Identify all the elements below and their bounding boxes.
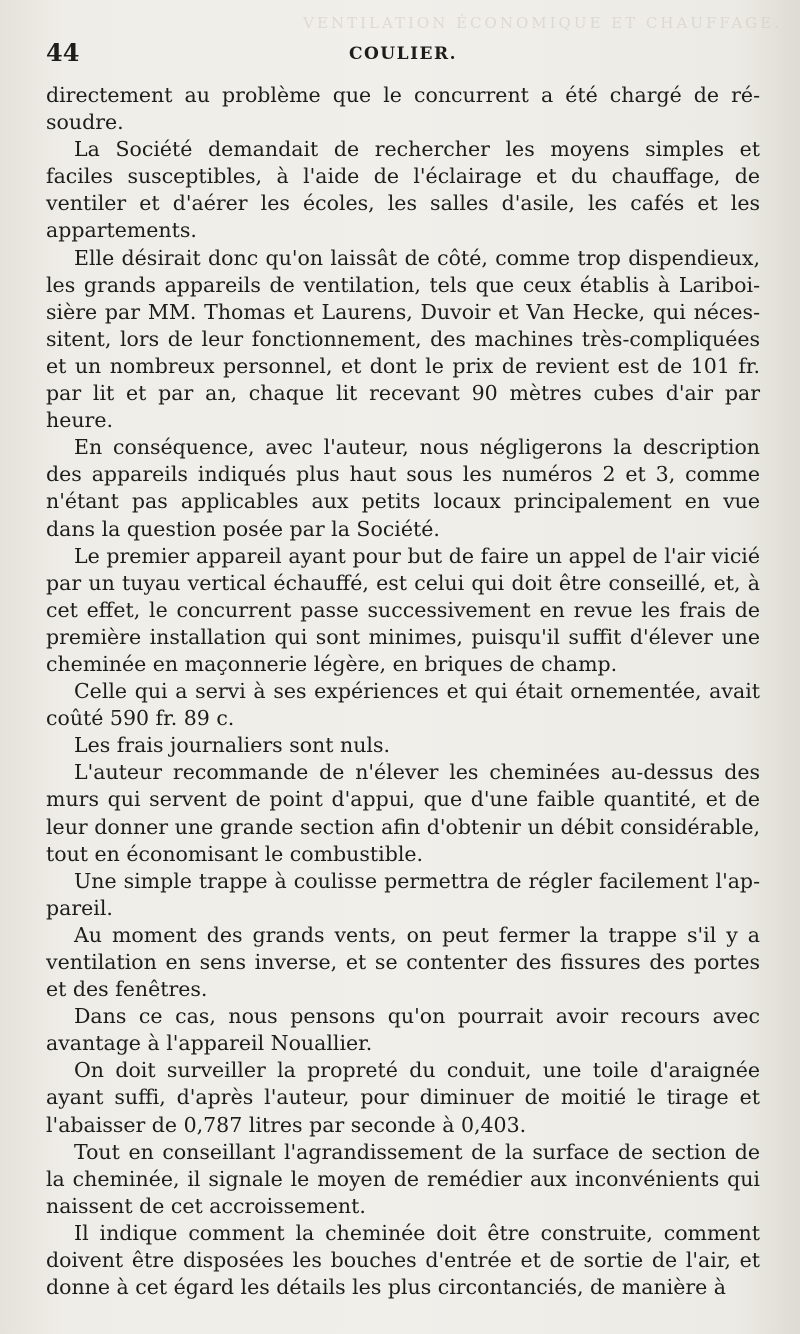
paragraph: Elle désirait donc qu'on laissât de côté, comme trop dispendieux, les grands appareils de ventilation, tels que ceux établis à Lariboisière par MM. Thomas et Laurens, Duvoir et Van Hecke, qui nécessitent, lors de leur fonctionnement, des machines très-compliquées et un nombreux personnel, et dont le prix de revient est de 101 fr. par lit et par an, chaque lit recevant 90 mètres cubes d'air par heure. [46,245,760,433]
paragraph: Une simple trappe à coulisse permettra de régler facilement l'appareil. [46,868,760,920]
bleed-through-text: VENTILATION ÉCONOMIQUE ET CHAUFFAGE. [303,14,782,32]
paragraph: directement au problème que le concurrent a été chargé de résoudre. [46,83,760,135]
paragraph: Il indique comment la cheminée doit être construite, comment doivent être disposées les bouches d'entrée et de sortie de l'air, et donne à cet égard les détails les plus circontanciés, de manière à [46,1220,760,1300]
page-number: 44 [46,38,80,67]
paragraph: Celle qui a servi à ses expériences et qui était ornementée, avait coûté 590 fr. 89 c. [46,679,760,731]
paragraph: Les frais journaliers sont nuls. [74,733,391,758]
paragraph: On doit surveiller la propreté du conduit, une toile d'araignée ayant suffi, d'après l'auteur, pour diminuer de moitié le tirage et l'abaisser de 0,787 litres par seconde à 0,403. [46,1058,760,1137]
paragraph: L'auteur recommande de n'élever les cheminées au-dessus des murs qui servent de point d'appui, que d'une faible quantité, et de leur donner une grande section afin d'obtenir un débit considérable, tout en économisant le combustible. [46,760,760,866]
paragraph: Au moment des grands vents, on peut fermer la trappe s'il y a ventilation en sens inverse, et se contenter des fissures des portes et des fenêtres. [46,922,760,1002]
paragraph: Tout en conseillant l'agrandissement de la surface de section de la cheminée, il signale le moyen de remédier aux inconvénients qui naissent de cet accroissement. [46,1139,760,1218]
running-head: COULIER. [348,44,458,64]
page-header [46,38,760,74]
text-body [46,82,760,1301]
paragraph: La Société demandait de rechercher les moyens simples et faciles susceptibles, à l'aide de l'éclairage et du chauffage, de ventiler et d'aérer les écoles, les salles d'asile, les cafés et les appartements. [46,137,760,243]
paragraph: Le premier appareil ayant pour but de faire un appel de l'air vicié par un tuyau vertical échauffé, est celui qui doit être conseillé, et, à cet effet, le concurrent passe successivement en revue les frais de première installation qui sont minimes, puisqu'il suffit d'élever une cheminée en maçonnerie légère, en briques de champ. [46,543,760,676]
paragraph: Dans ce cas, nous pensons qu'on pourrait avoir recours avec avantage à l'appareil Nouallier. [46,1004,760,1056]
paragraph: En conséquence, avec l'auteur, nous négligerons la description des appareils indiqués plus haut sous les numéros 2 et 3, comme n'étant pas applicables aux petits locaux principalement en vue dans la question posée par la Société. [46,435,760,541]
